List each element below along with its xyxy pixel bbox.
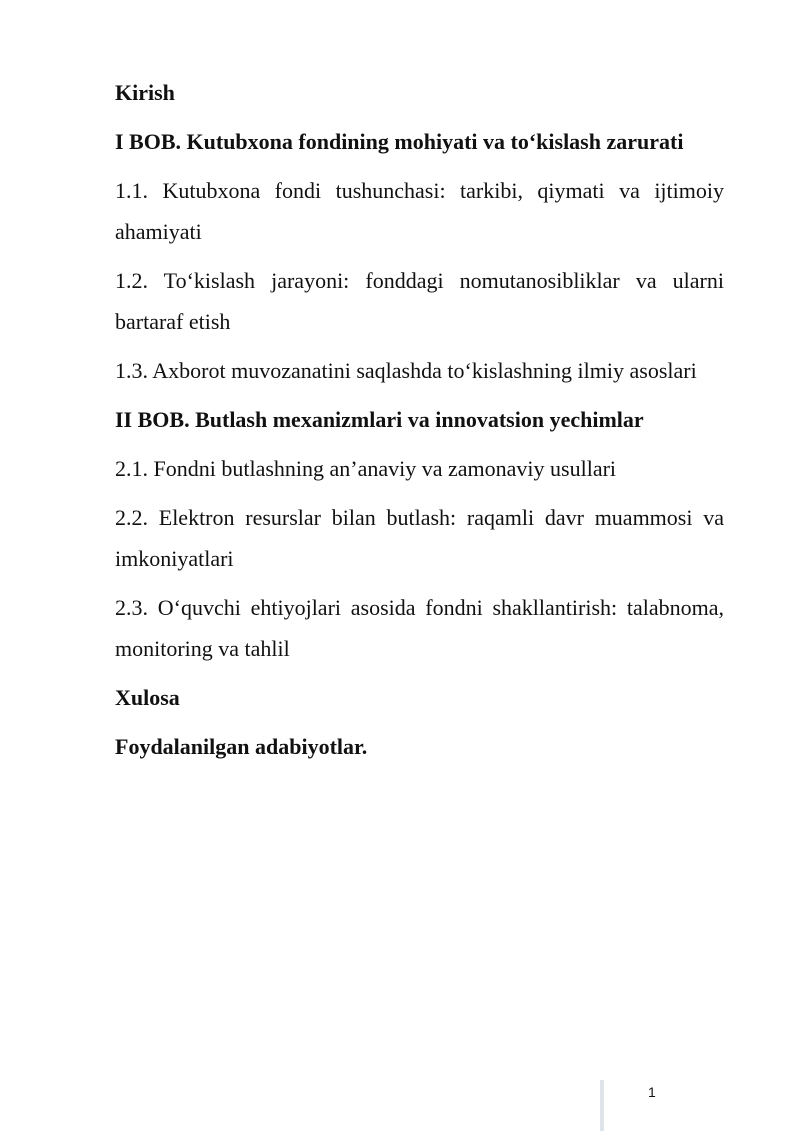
footer-divider [600,1080,604,1131]
toc-entry-section-1-3: 1.3. Axborot muvozanatini saqlashda to‘kislashning ilmiy asoslari [115,358,697,383]
toc-entry-references: Foydalanilgan adabiyotlar. [115,734,368,759]
toc-entry-section-2-2: 2.2. Elektron resurslar bilan butlash: raqamli davr muammosi va imkoniyatlari [115,505,724,571]
toc-entry-section-2-3: 2.3. O‘quvchi ehtiyojlari asosida fondni shakllantirish: talabnoma, monitoring va tahlil [115,595,724,661]
table-of-contents [115,72,724,775]
toc-entry-conclusion: Xulosa [115,685,180,710]
page-number: 1 [648,1084,656,1100]
toc-entry-chapter-2: II BOB. Butlash mexanizmlari va innovatsion yechimlar [115,407,644,432]
toc-entry-section-1-1: 1.1. Kutubxona fondi tushunchasi: tarkibi, qiymati va ijtimoiy ahamiyati [115,178,724,244]
toc-entry-section-2-1: 2.1. Fondni butlashning an’anaviy va zamonaviy usullari [115,456,617,481]
page-footer [600,1080,800,1131]
toc-entry-chapter-1: I BOB. Kutubxona fondining mohiyati va to‘kislash zarurati [115,129,684,154]
toc-entry-section-1-2: 1.2. To‘kislash jarayoni: fonddagi nomutanosibliklar va ularni bartaraf etish [115,268,724,334]
toc-entry-introduction: Kirish [115,80,175,105]
